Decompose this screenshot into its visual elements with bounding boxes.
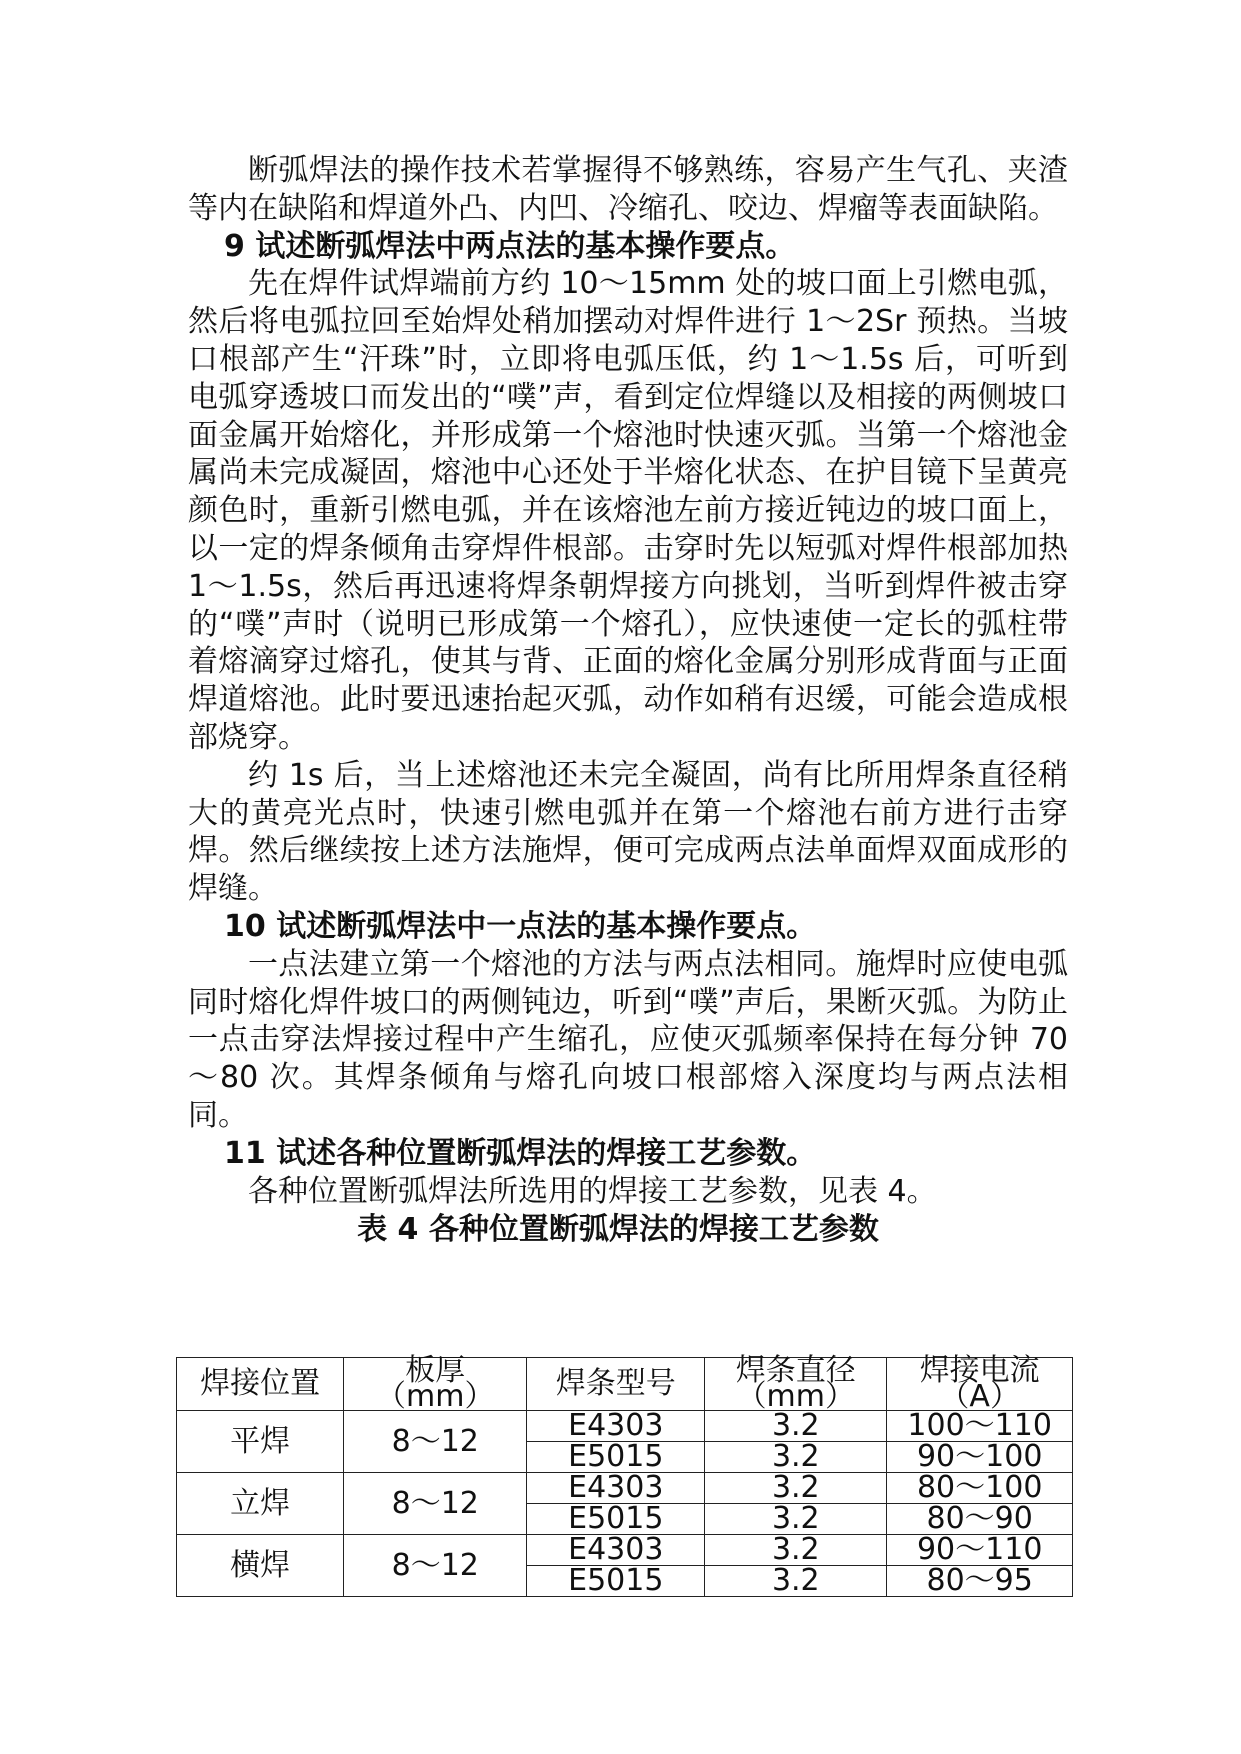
diameter-cell: 3.2 bbox=[705, 1473, 887, 1504]
header-current-unit: （A） bbox=[939, 1379, 1020, 1414]
thickness-cell: 8～12 bbox=[344, 1535, 527, 1597]
intro-paragraph: 断弧焊法的操作技术若掌握得不够熟练，容易产生气孔、夹渣等内在缺陷和焊道外凸、内凹、冷缩孔、咬边、焊瘤等表面缺陷。 bbox=[188, 153, 1068, 226]
current-cell: 80～100 bbox=[887, 1473, 1073, 1504]
diameter-cell: 3.2 bbox=[705, 1535, 887, 1566]
table-title: 表 4 各种位置断弧焊法的焊接工艺参数 bbox=[357, 1212, 879, 1248]
table-row bbox=[177, 1473, 1073, 1504]
header-thickness bbox=[344, 1353, 527, 1414]
header-diameter-unit: （mm） bbox=[736, 1379, 856, 1414]
section-11-heading: 11 试述各种位置断弧焊法的焊接工艺参数。 bbox=[224, 1135, 817, 1171]
position-cell: 立焊 bbox=[177, 1473, 344, 1535]
section-9-heading: 9 试述断弧焊法中两点法的基本操作要点。 bbox=[224, 228, 796, 264]
parameters-intro-paragraph: 各种位置断弧焊法所选用的焊接工艺参数，见表 4。 bbox=[248, 1173, 937, 1209]
header-thickness-unit: （mm） bbox=[376, 1379, 495, 1414]
two-point-method-paragraph: 先在焊件试焊端前方约 10～15mm 处的坡口面上引燃电弧，然后将电弧拉回至始焊处稍加摆动对焊件进行 1～2Sr 预热。当坡口根部产生“汗珠”时，立即将电弧压低，约 1～1.5s 后，可听到电弧穿透坡口而发出的“噗”声，看到定位焊缝以及相接的两侧坡口面金属开始熔化，并形成第一个熔池时快速灭弧。当第一个熔池金属尚未完成凝固，熔池中心还处于半熔化状态、在护目镜下呈黄亮颜色时，重新引燃电弧，并在该熔池左前方接近钝边的坡口面上，以一定的焊条倾角击穿焊件根部。击穿时先以短弧对焊件根部加热 1～1.5s，然后再迅速将焊条朝焊接方向挑划，当听到焊件被击穿的“噗”声时（说明已形成第一个熔孔），应快速使一定长的弧柱带着熔滴穿过熔孔，使其与背、正面的熔化金属分别形成背面与正面焊道熔池。此时要迅速抬起灭弧，动作如稍有迟缓，可能会造成根部烧穿。 bbox=[188, 266, 1068, 755]
position-cell: 横焊 bbox=[177, 1535, 344, 1597]
electrode-cell: E5015 bbox=[527, 1566, 705, 1597]
table-row bbox=[177, 1535, 1073, 1566]
thickness-cell: 8～12 bbox=[344, 1411, 527, 1473]
section-10-heading: 10 试述断弧焊法中一点法的基本操作要点。 bbox=[224, 908, 817, 944]
header-current bbox=[887, 1353, 1073, 1414]
header-diameter bbox=[705, 1353, 887, 1414]
welding-parameters-table bbox=[176, 1353, 1073, 1598]
current-cell: 80～90 bbox=[887, 1504, 1073, 1535]
two-point-continuation-paragraph: 约 1s 后，当上述熔池还未完全凝固，尚有比所用焊条直径稍大的黄亮光点时，快速引燃电弧并在第一个熔池右前方进行击穿焊。然后继续按上述方法施焊，便可完成两点法单面焊双面成形的焊缝。 bbox=[188, 757, 1068, 907]
diameter-cell: 3.2 bbox=[705, 1411, 887, 1442]
current-cell: 90～110 bbox=[887, 1535, 1073, 1566]
header-position bbox=[177, 1358, 344, 1411]
header-position-label: 焊接位置 bbox=[200, 1366, 321, 1401]
current-cell: 90～100 bbox=[887, 1442, 1073, 1473]
header-current-label: 焊接电流 bbox=[919, 1353, 1040, 1388]
electrode-cell: E4303 bbox=[527, 1473, 705, 1504]
header-electrode-label: 焊条型号 bbox=[555, 1366, 676, 1401]
thickness-cell: 8～12 bbox=[344, 1473, 527, 1535]
diameter-cell: 3.2 bbox=[705, 1566, 887, 1597]
header-diameter-label: 焊条直径 bbox=[735, 1353, 856, 1388]
electrode-cell: E4303 bbox=[527, 1411, 705, 1442]
current-cell: 100～110 bbox=[887, 1411, 1073, 1442]
current-cell: 80～95 bbox=[887, 1566, 1073, 1597]
table-header-row bbox=[177, 1358, 1073, 1411]
one-point-method-paragraph: 一点法建立第一个熔池的方法与两点法相同。施焊时应使电弧同时熔化焊件坡口的两侧钝边，听到“噗”声后，果断灭弧。为防止一点击穿法焊接过程中产生缩孔，应使灭弧频率保持在每分钟 70～80 次。其焊条倾角与熔孔向坡口根部熔入深度均与两点法相同。 bbox=[188, 946, 1068, 1133]
electrode-cell: E5015 bbox=[527, 1442, 705, 1473]
diameter-cell: 3.2 bbox=[705, 1442, 887, 1473]
diameter-cell: 3.2 bbox=[705, 1504, 887, 1535]
header-thickness-label: 板厚 bbox=[405, 1353, 466, 1388]
position-cell: 平焊 bbox=[177, 1411, 344, 1473]
table-row bbox=[177, 1411, 1073, 1442]
electrode-cell: E4303 bbox=[527, 1535, 705, 1566]
document-body bbox=[188, 152, 1068, 1248]
electrode-cell: E5015 bbox=[527, 1504, 705, 1535]
header-electrode bbox=[527, 1358, 705, 1411]
